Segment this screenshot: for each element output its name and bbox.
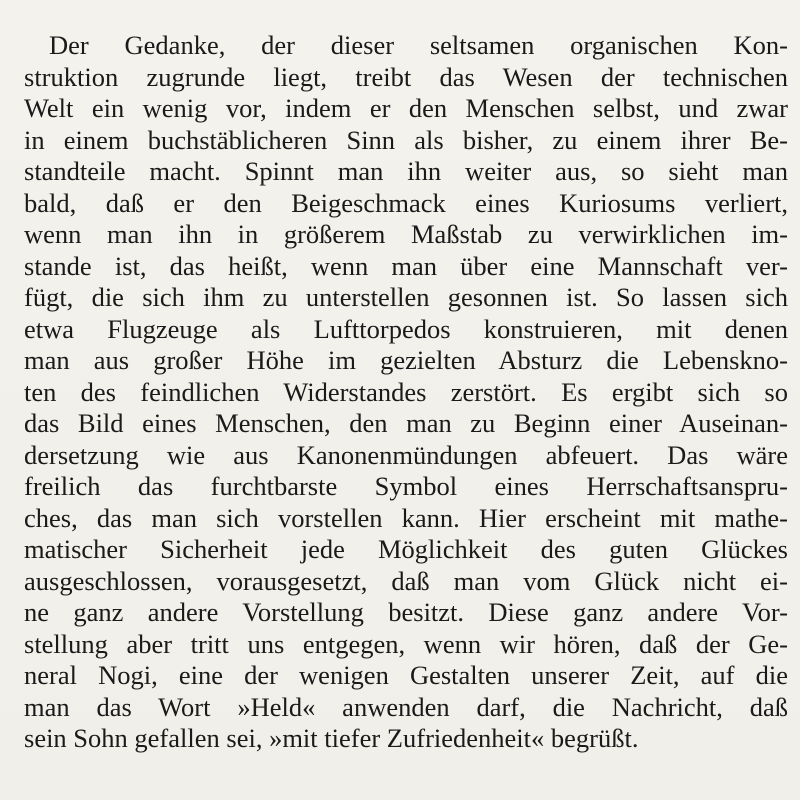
text-line: etwa Flugzeuge als Lufttorpedos konstruieren, mit denen	[24, 313, 788, 344]
paragraph	[24, 30, 788, 755]
text-line: man das Wort »Held« anwenden darf, die Nachricht, daß	[24, 691, 788, 722]
text-line: ausgeschlossen, vorausgesetzt, daß man vom Glück nicht ei-	[24, 565, 788, 596]
text-line: das Bild eines Menschen, den man zu Beginn einer Auseinan-	[24, 408, 788, 438]
text-line: man aus großer Höhe im gezielten Absturz die Lebenskno-	[24, 345, 788, 375]
text-line: stande ist, das heißt, wenn man über eine Mannschaft ver-	[24, 250, 788, 281]
text-line: bald, daß er den Beigeschmack eines Kuriosums verliert,	[24, 187, 788, 218]
text-line: dersetzung wie aus Kanonenmündungen abfeuert. Das wäre	[24, 439, 788, 470]
text-line: ten des feindlichen Widerstandes zerstört. Es ergibt sich so	[24, 376, 788, 407]
text-line: wenn man ihn in größerem Maßstab zu verwirklichen im-	[24, 219, 788, 249]
text-line: ches, das man sich vorstellen kann. Hier erscheint mit mathe-	[24, 502, 788, 533]
text-line: matischer Sicherheit jede Möglichkeit des guten Glückes	[24, 534, 788, 564]
text-line: stellung aber tritt uns entgegen, wenn wir hören, daß der Ge-	[24, 628, 788, 659]
text-line: freilich das furchtbarste Symbol eines Herrschaftsanspru-	[24, 471, 788, 501]
text-line: ne ganz andere Vorstellung besitzt. Diese ganz andere Vor-	[24, 597, 788, 627]
text-line: standteile macht. Spinnt man ihn weiter aus, so sieht man	[24, 156, 788, 186]
text-line: sein Sohn gefallen sei, »mit tiefer Zufriedenheit« begrüßt.	[24, 723, 639, 753]
text-line: struktion zugrunde liegt, treibt das Wesen der technischen	[24, 61, 788, 92]
text-line: in einem buchstäblicheren Sinn als bisher, zu einem ihrer Be-	[24, 124, 788, 155]
text-line: fügt, die sich ihm zu unterstellen gesonnen ist. So lassen sich	[24, 282, 788, 312]
text-line: neral Nogi, eine der wenigen Gestalten unserer Zeit, auf die	[24, 660, 788, 690]
text-line: Welt ein wenig vor, indem er den Menschen selbst, und zwar	[24, 93, 788, 123]
text-line: Der Gedanke, der dieser seltsamen organischen Kon-	[49, 30, 788, 60]
